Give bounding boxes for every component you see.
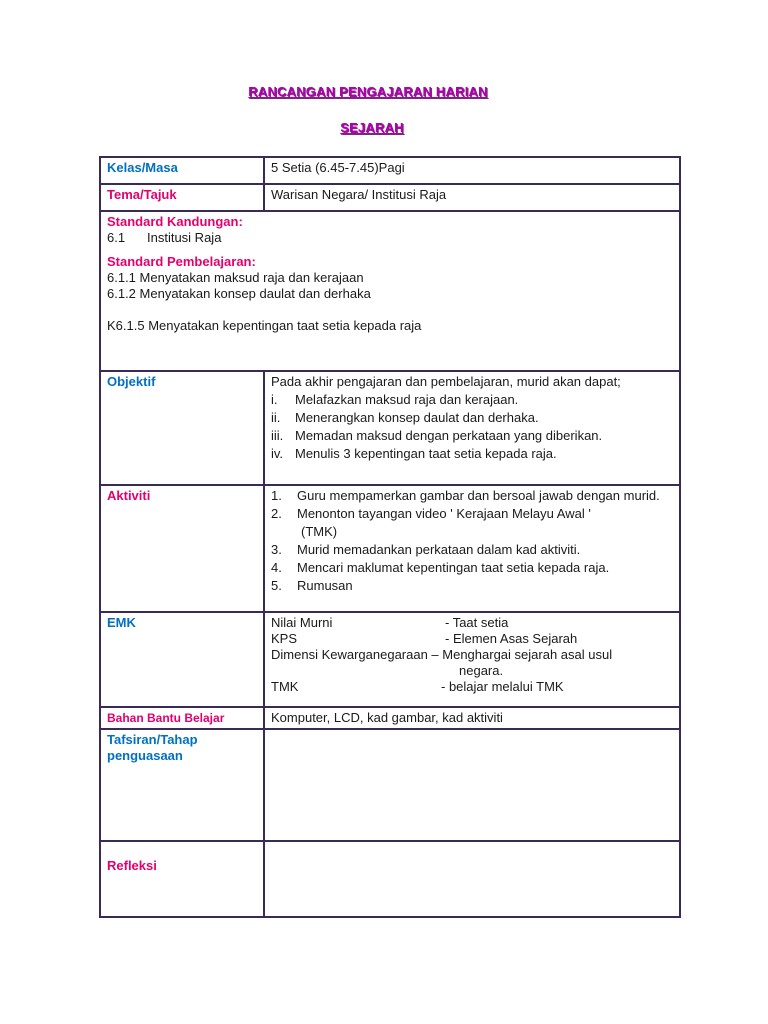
objektif-item: iii. Memadan maksud dengan perkataan yang diberikan. <box>271 428 603 443</box>
value-aktiviti <box>264 485 680 612</box>
label-refleksi: Refleksi <box>100 841 264 917</box>
standard-cell <box>100 211 680 371</box>
row-tafsiran <box>100 729 680 841</box>
label-emk: EMK <box>100 612 264 707</box>
value-refleksi <box>264 841 680 917</box>
value-tafsiran <box>264 729 680 841</box>
aktiviti-item: 3. Murid memadankan perkataan dalam kad aktiviti. <box>271 542 581 557</box>
row-kelas <box>100 157 680 184</box>
standard-kandungan-label: Standard Kandungan: <box>107 214 243 229</box>
row-bahan <box>100 707 680 729</box>
emk-line: TMK - belajar melalui TMK <box>271 679 564 694</box>
aktiviti-item: 1. Guru mempamerkan gambar dan bersoal jawab dengan murid. <box>271 488 660 503</box>
subject-title: SEJARAH <box>340 120 404 135</box>
label-kelas: Kelas/Masa <box>100 157 264 184</box>
row-standard <box>100 211 680 371</box>
page-title: RANCANGAN PENGAJARAN HARIAN <box>248 84 488 99</box>
label-tema: Tema/Tajuk <box>100 184 264 211</box>
aktiviti-item: 5. Rumusan <box>271 578 353 593</box>
aktiviti-item: 4. Mencari maklumat kepentingan taat setia kepada raja. <box>271 560 610 575</box>
emk-line: Nilai Murni - Taat setia <box>271 615 509 630</box>
emk-dimensi-cont: negara. <box>459 663 504 678</box>
objektif-item: ii. Menerangkan konsep daulat dan derhaka. <box>271 410 539 425</box>
objektif-intro: Pada akhir pengajaran dan pembelajaran, murid akan dapat; <box>271 374 621 389</box>
label-bahan: Bahan Bantu Belajar <box>100 707 264 729</box>
row-tema <box>100 184 680 211</box>
label-aktiviti: Aktiviti <box>100 485 264 612</box>
row-refleksi <box>100 841 680 917</box>
row-aktiviti <box>100 485 680 612</box>
value-emk <box>264 612 680 707</box>
value-tema: Warisan Negara/ Institusi Raja <box>264 184 680 211</box>
value-bahan: Komputer, LCD, kad gambar, kad aktiviti <box>264 707 680 729</box>
objektif-item: iv. Menulis 3 kepentingan taat setia kepada raja. <box>271 446 557 461</box>
lesson-plan-table <box>99 156 681 918</box>
sp-item: 6.1.2 Menyatakan konsep daulat dan derhaka <box>107 286 371 301</box>
sk-text: Institusi Raja <box>147 230 222 245</box>
aktiviti-item: (TMK) <box>301 524 338 539</box>
standard-pembelajaran-label: Standard Pembelajaran: <box>107 254 256 269</box>
value-kelas: 5 Setia (6.45-7.45)Pagi <box>264 157 680 184</box>
row-emk <box>100 612 680 707</box>
objektif-item: i. Melafazkan maksud raja dan kerajaan. <box>271 392 519 407</box>
k-item: K6.1.5 Menyatakan kepentingan taat setia kepada raja <box>107 318 422 333</box>
sk-number: 6.1 <box>107 230 126 245</box>
sp-item: 6.1.1 Menyatakan maksud raja dan kerajaan <box>107 270 364 285</box>
label-objektif: Objektif <box>100 371 264 485</box>
row-objektif <box>100 371 680 485</box>
standard-kandungan-item <box>107 230 673 246</box>
emk-line: KPS - Elemen Asas Sejarah <box>271 631 578 646</box>
emk-dimensi: Dimensi Kewarganegaraan – Menghargai sejarah asal usul <box>271 647 613 662</box>
value-objektif <box>264 371 680 485</box>
label-tafsiran: Tafsiran/Tahap penguasaan <box>100 729 264 841</box>
aktiviti-item: 2. Menonton tayangan video ' Kerajaan Melayu Awal ' <box>271 506 591 521</box>
